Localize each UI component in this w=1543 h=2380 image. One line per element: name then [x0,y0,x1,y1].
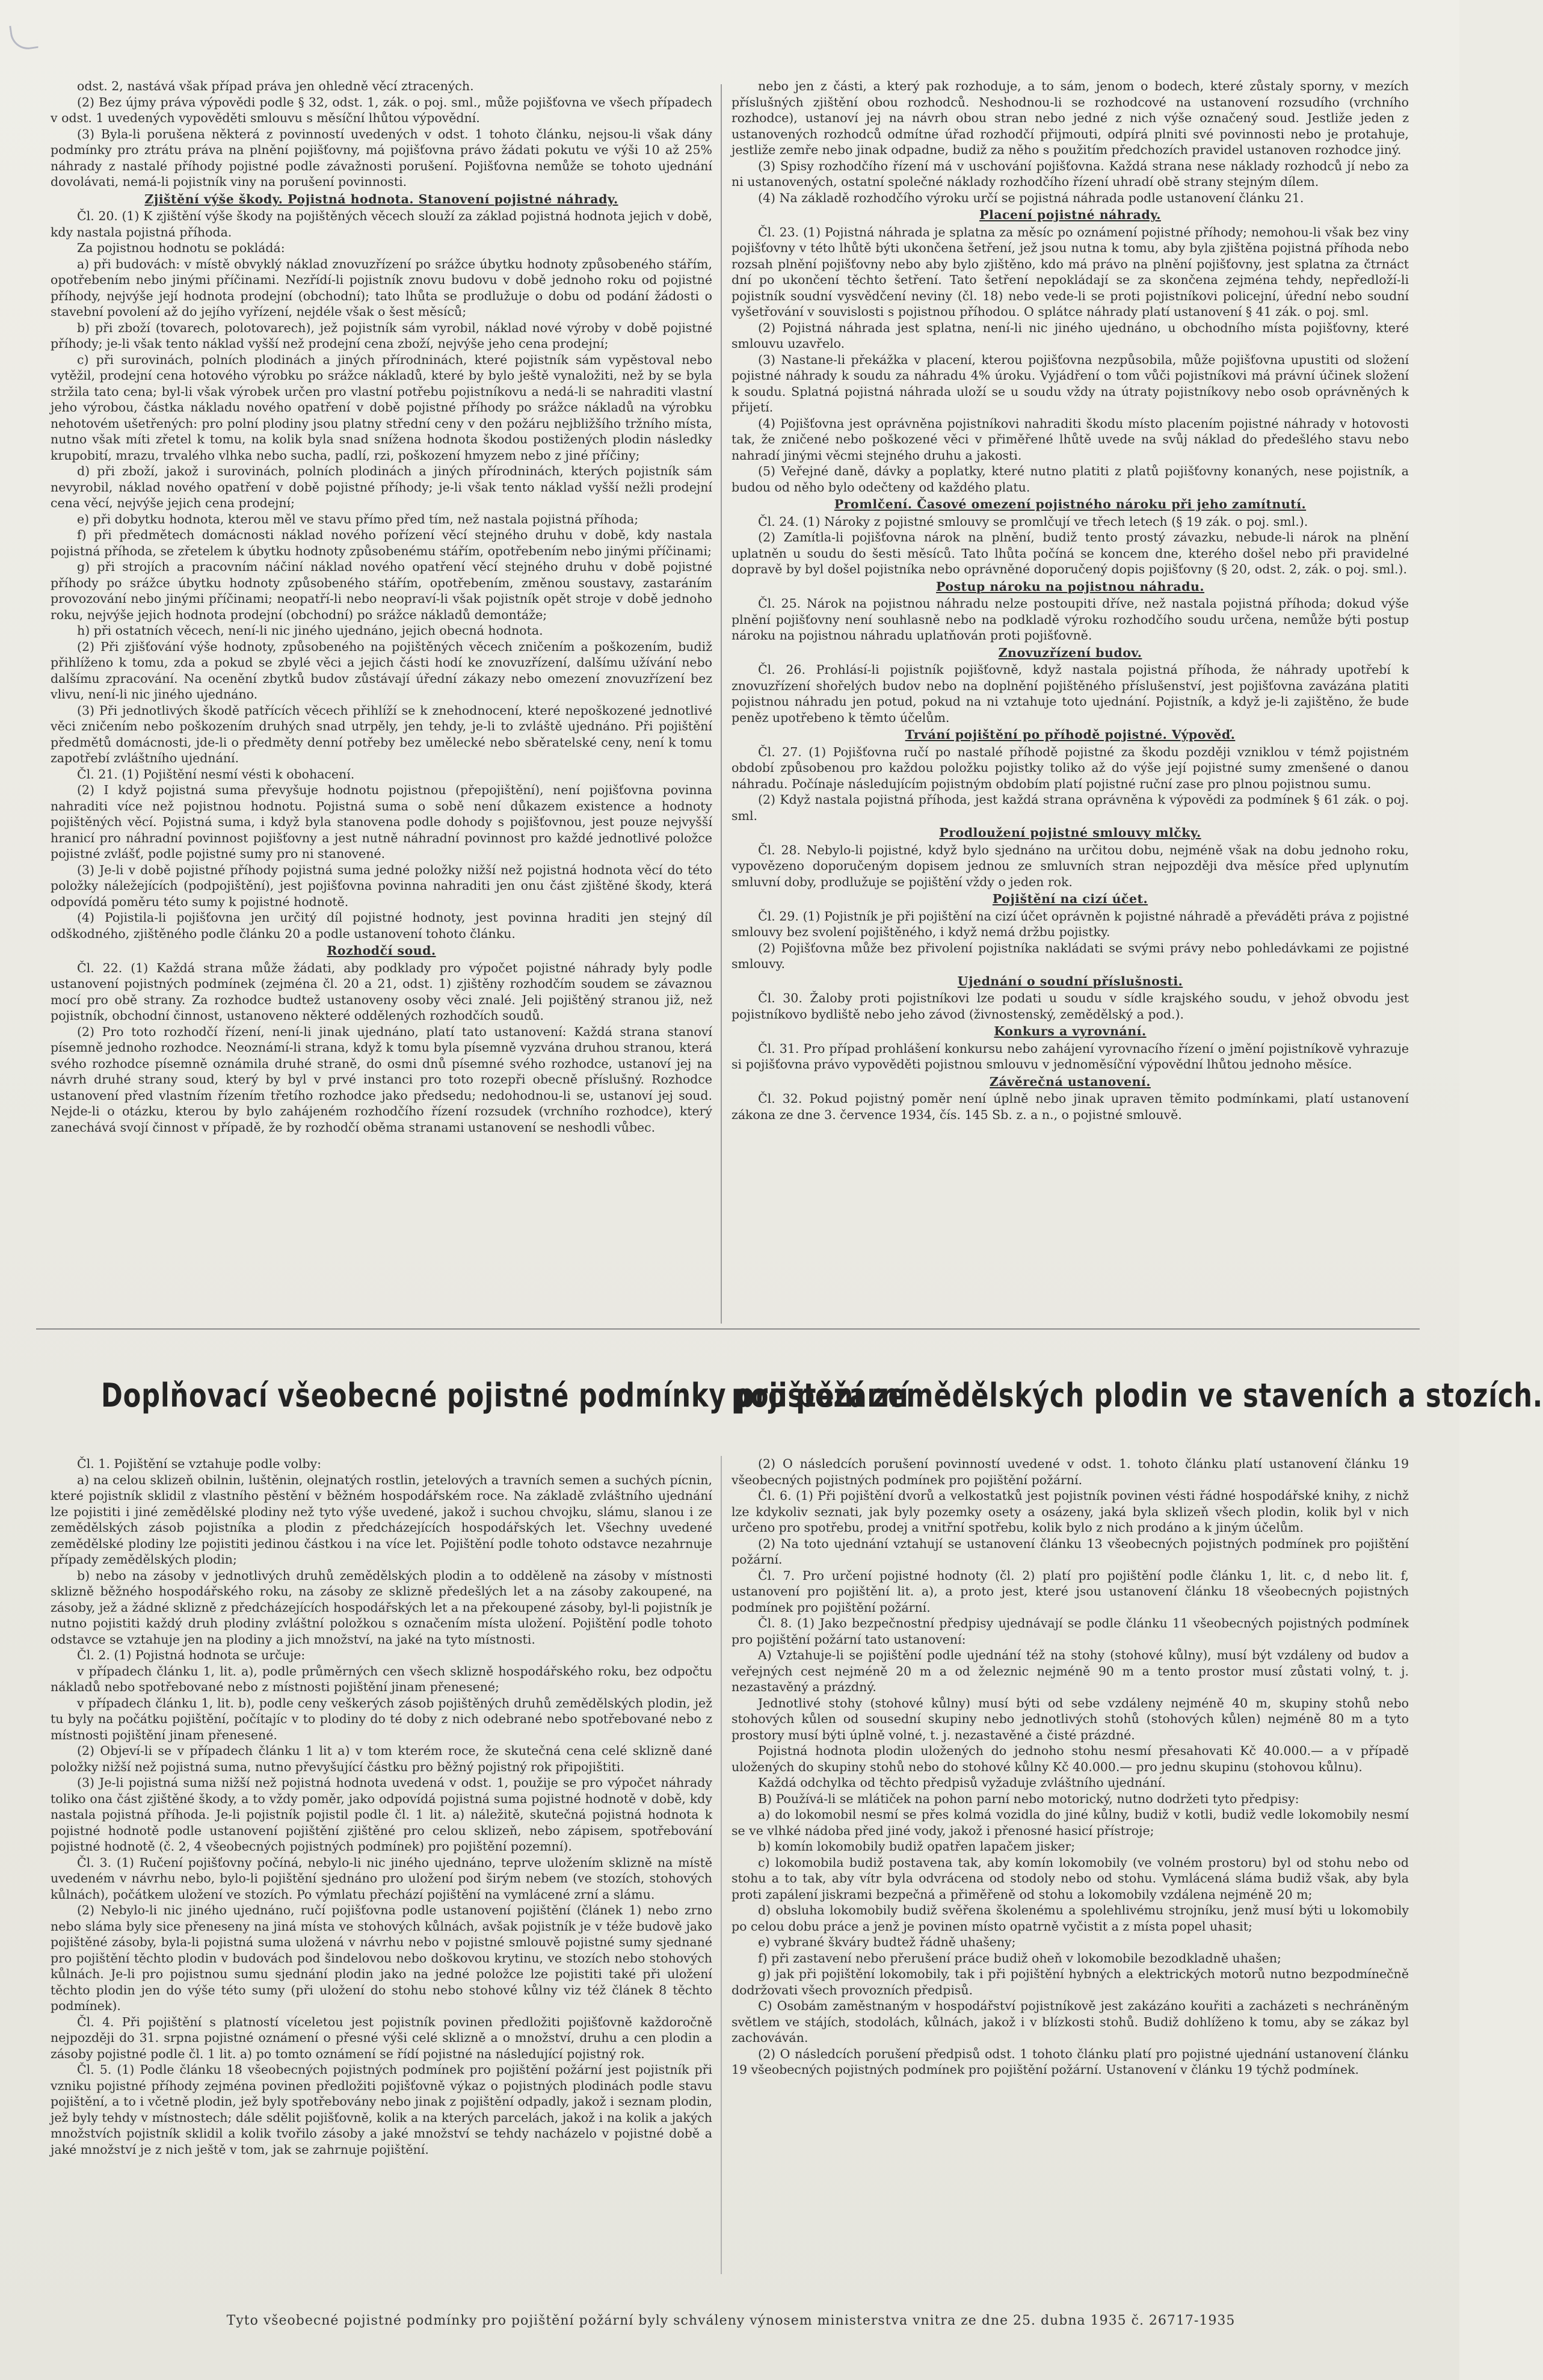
paragraph: Čl. 3. (1) Ručení pojišťovny počíná, nebylo-li nic jiného ujednáno, teprve uložením sklizně na místě uvedeném v návrhu nebo, bylo-li pojištění sjednáno pro uložení pod širým nebem (ve stozích, stohových kůlnách), počátkem uložení ve stozích. Po výmlatu přechází pojištění na vymlácené zrní a slámu. [51,1855,712,1902]
paragraph: Čl. 28. Nebylo-li pojistné, když bylo sjednáno na určitou dobu, nejméně však na dobu jednoho roku, vypovězeno doporučeným dopisem jednou ze smluvních stran nejpozději dva měsíce před uplynutím smluvní doby, prodlužuje se pojištění vždy o jeden rok. [731,842,1409,889]
paragraph: Čl. 29. (1) Pojistník je při pojištění na cizí účet oprávněn k pojistné náhradě a převáděti práva z pojistné smlouvy bez svolení pojištěného, i když nemá držbu pojistky. [731,908,1409,939]
paragraph: Čl. 6. (1) Při pojištění dvorů a velkostatků jest pojistník povinen vésti řádné hospodářské knihy, z nichž lze kdykoliv seznati, jak byly pozemky osety a osázeny, jaká byla sklizeň všech plodin, kolik byl v nich určeno pro spotřebu, prodej a vnitřní spotřebu, kolik bylo z nich prodáno a k jiným účelům. [731,1488,1409,1535]
paragraph: a) při budovách: v místě obvyklý náklad znovuzřízení po srážce úbytku hodnoty způsobeného stářím, opotřebením nebo jinými příčinami. Nezřídí-li pojistník znovu budovu v době jednoho roku od pojistné příhody, nejvýše její hodnota prodejní (obchodní); tato lhůta se prodlužuje o dobu od podání žádosti o stavební povolení až do jejího vyřízení, nejdéle však o šest měsíců; [51,256,712,319]
paragraph: (2) Pojišťovna může bez přivolení pojistníka nakládati se svými právy nebo pohledávkami ze pojistné smlouvy. [731,940,1409,971]
bottom-right-column [731,1456,1409,2271]
section-heading: Pojištění na cizí účet. [992,892,1148,906]
paragraph: (4) Pojistila-li pojišťovna jen určitý díl pojistné hodnoty, jest povinna hraditi jen stejný díl odškodného, zjištěného podle článku 20 a podle ustanovení tohoto článku. [51,910,712,941]
section-heading: Postup nároku na pojistnou náhradu. [935,579,1205,594]
paragraph: A) Vztahuje-li se pojištění podle ujednání též na stohy (stohové kůlny), musí být vzdáleny od budov a veřejných cest nejméně 20 m a od železnic nejméně 90 m a tento prostor musí zůstati volný, t. j. nezastavěný a prázdný. [731,1648,1409,1694]
paragraph: odst. 2, nastává však případ práva jen ohledně věcí ztracených. [77,79,474,93]
paragraph: a) do lokomobil nesmí se přes kolmá vozidla do jiné kůlny, budiž v kotli, budiž vedle lokomobily nesmí se ve vlhké nádoba před jiné vody, jakož i přenosné hasicí přístroje; [731,1807,1409,1838]
paragraph: f) při předmětech domácnosti náklad nového pořízení věcí stejného druhu v době, kdy nastala pojistná příhoda, se zřetelem k úbytku hodnoty způsobenému stářím, opotřebením nebo jinými příčinami; [51,528,712,558]
section-heading: Znovuzřízení budov. [998,645,1142,660]
section-heading: Promlčení. Časové omezení pojistného nároku při jeho zamítnutí. [834,497,1307,511]
paragraph: (3) Spisy rozhodčího řízení má v uschování pojišťovna. Každá strana nese náklady rozhodců jí nebo za ni ustanovených, ostatní společné náklady rozhodčího řízení uhradí obě strany stejným dílem. [731,158,1409,189]
section-heading: Závěrečná ustanovení. [990,1074,1151,1089]
paragraph: Za pojistnou hodnotu se pokládá: [77,241,285,255]
paragraph: (3) Byla-li porušena některá z povinností uvedených v odst. 1 tohoto článku, nejsou-li však dány podmínky pro ztrátu práva na plnění pojišťovny, má pojišťovna právo žádati pokutu ve výši 10 až 25% náhrady z nastalé příhody pojistné podle závažnosti porušení. Pojišťovna nemůže se tohoto ujednání dovolávati, nemá-li pojistník viny na porušení povinnosti. [51,126,712,189]
paragraph: Čl. 4. Při pojištění s platností víceletou jest pojistník povinen předložiti pojišťovně každoročně nejpozději do 31. srpna pojistné oznámení o přesné výši celé sklizně a o množství, druhu a cen plodin a zásoby pojistné podle čl. 1 lit. a) po tomto oznámení se řídí pojistné na následující pojistný rok. [51,2014,712,2061]
paragraph: Čl. 1. Pojištění se vztahuje podle volby: [77,1457,322,1471]
paragraph: a) na celou sklizeň obilnin, luštěnin, olejnatých rostlin, jetelových a travních semen a suchých pícnin, které pojistník sklidil z vlastního pěstění v běžném hospodářském roce. Na základě zvláštního ujednání lze pojistiti i jiné zemědělské plodiny než tyto výše uvedené, jakož i suchou chvojku, slámu, slanou i ze zemědělských zásob pojistníka a plodin z předcházejících hospodářských let. Všechny uvedené zemědělské plodiny lze pojistiti jedinou částkou i na více let. Pojištění podle tohoto odstavce nezahrnuje případy zemědělských plodin; [51,1472,712,1567]
paragraph: (4) Na základě rozhodčího výroku určí se pojistná náhrada podle ustanovení článku 21. [758,190,1304,205]
section-heading: Placení pojistné náhrady. [979,208,1161,222]
paragraph: Čl. 31. Pro případ prohlášení konkursu nebo zahájení vyrovnacího řízení o jmění pojistníkově vyhrazuje si pojišťovna právo vypověděti pojistnou smlouvu v jednoměsíční výpovědní lhůtou jednoho měsíce. [731,1041,1409,1071]
paragraph: (2) O následcích porušení povinností uvedené v odst. 1. tohoto článku platí ustanovení článku 19 všeobecných pojistných podmínek pro pojištění požární. [731,1457,1409,1487]
paragraph: b) komín lokomobily budiž opatřen lapačem jisker; [758,1839,1076,1854]
paragraph: (2) O následcích porušení předpisů odst. 1 tohoto článku platí pro pojistné ujednání ustanovení článku 19 všeobecných pojistných podmínek pro pojištění požární. Ustanovení v článku 19 týchž podmínek. [731,2046,1409,2077]
paragraph: v případech článku 1, lit. a), podle průměrných cen všech sklizně hospodářského roku, bez odpočtu nákladů nebo spotřebované nebo z místnosti pojištění jinam přenesené; [51,1663,712,1694]
paragraph: b) při zboží (tovarech, polotovarech), jež pojistník sám vyrobil, náklad nové výroby v době pojistné příhody; je-li však tento náklad vyšší než prodejní cena zboží, nejvýše jeho cena prodejní; [51,320,712,351]
section-heading: Rozhodčí soud. [327,943,436,958]
heading-part-right: pojištění zemědělských plodin ve staveních a stozích. [731,1377,1543,1414]
paragraph: Čl. 7. Pro určení pojistné hodnoty (čl. 2) platí pro pojištění podle článku 1, lit. c, d nebo lit. f, ustanovení pro pojištění lit. a), a proto jest, které jsou ustanovení článku 18 všeobecných pojistných podmínek pro pojištění požární. [731,1568,1409,1615]
paragraph: Jednotlivé stohy (stohové kůlny) musí býti od sebe vzdáleny nejméně 40 m, skupiny stohů nebo stohových kůlen od sousední skupiny nebo jednotlivých stohů (stohových kůlen) nejméně 80 m a tyto prostory musí býti úplně volné, t. j. nezastavěné a čisté prázdné. [731,1695,1409,1742]
paragraph: Čl. 27. (1) Pojišťovna ručí po nastalé příhodě pojistné za škodu později vzniklou v témž pojistném období způsobenou pro každou položku pojistky toliko až do výše její pojistné sumy zmenšené o danou náhradu. Počínaje následujícím pojistným obdobím platí pojistné ruční zase pro plnou pojistnou sumu. [731,744,1409,791]
paragraph: (2) Bez újmy práva výpovědi podle § 32, odst. 1, zák. o poj. sml., může pojišťovna ve všech případech v odst. 1 uvedených vypověděti smlouvu s měsíční lhůtou výpovědní. [51,94,712,125]
bottom-left-column [51,1456,712,2271]
paragraph: Čl. 30. Žaloby proti pojistníkovi lze podati u soudu v sídle krajského soudu, v jehož obvodu jest pojistníkovo bydliště nebo jeho závod (živnostenský, zemědělský a pod.). [731,991,1409,1022]
paragraph: f) při zastavení nebo přerušení práce budiž oheň v lokomobile bezodkladně uhašen; [758,1950,1281,1965]
paragraph: Čl. 25. Nárok na pojistnou náhradu nelze postoupiti dříve, než nastala pojistná příhoda; dokud výše plnění pojišťovny není souhlasně nebo na podkladě výroku rozhodčího soudu určena, nemůže býti postup nároku na pojistnou náhradu uplatňován proti pojišťovně. [731,596,1409,643]
paragraph: B) Používá-li se mlátiček na pohon parní nebo motorický, nutno dodržeti tyto předpisy: [758,1791,1299,1806]
paragraph: g) při strojích a pracovním náčiní náklad nového opatření věcí stejného druhu v době pojistné příhody po srážce úbytku hodnoty způsobeného stářím, opotřebením, změnou soustavy, zastaráním provozování nebo jinými příčinami; neopatří-li nebo neopraví-li však pojistník opět stroje v době jednoho roku, nejvýše jejich hodnota prodejní (obchodní) po srážce nákladů demontáže; [51,560,712,622]
paragraph: Čl. 8. (1) Jako bezpečnostní předpisy ujednávají se podle článku 11 všeobecných pojistných podmínek pro pojištění požární tato ustanovení: [731,1616,1409,1647]
paragraph: Čl. 22. (1) Každá strana může žádati, aby podklady pro výpočet pojistné náhrady byly podle ustanovení pojistných podmínek (zejména čl. 20 a 21, odst. 1) zjištěny rozhodčím soudem se závaznou mocí pro obě strany. Za rozhodce budtež ustanoveny osoby věci znalé. Jeli pojištěný stranou již, než pojistník, obchodní činnost, ustanoveno některé oddělených rozhodčích soudů. [51,960,712,1023]
paragraph: g) jak při pojištění lokomobily, tak i při pojištění hybných a elektrických motorů nutno bezpodmínečně dodržovati všech provozních předpisů. [731,1967,1409,1997]
paragraph: (4) Pojišťovna jest oprávněna pojistníkovi nahraditi škodu místo placením pojistné náhrady v hotovosti tak, že zničené nebo poškozené věci v přiměřené lhůtě uvede na svůj náklad do předešlého stavu nebo nahradí jinými věcmi stejného druhu a jakosti. [731,416,1409,463]
paragraph: Čl. 32. Pokud pojistný poměr není úplně nebo jinak upraven těmito podmínkami, platí ustanovení zákona ze dne 3. července 1934, čís. 145 Sb. z. a n., o pojistné smlouvě. [731,1091,1409,1122]
paragraph: (2) I když pojistná suma převyšuje hodnotu pojistnou (přepojištění), není pojišťovna povinna nahraditi více než pojistnou hodnotu. Pojistná suma o sobě není důkazem existence a hodnoty pojištěných věcí. Pojistná suma, i když byla stanovena podle dohody s pojišťovnou, jest pouze nejvyšší hranicí pro náhradní povinnost pojišťovny a jest nutně náhradní povinnost pro každé jednotlivé položce pojistné zvlášť, podle pojistné sumy pro ni stanovené. [51,783,712,861]
paragraph: d) obsluha lokomobily budiž svěřena školenému a spolehlivému strojníku, jenž musí býti u lokomobily po celou dobu práce a jenž je povinen místo opatrně vyčistit a z místa popel uhasit; [731,1903,1409,1934]
top-right-column [731,78,1409,1324]
column-divider-bottom [721,1456,722,2274]
paragraph: (2) Pojistná náhrada jest splatna, není-li nic jiného ujednáno, u obchodního místa pojišťovny, které smlouvu uzavřelo. [731,320,1409,351]
section-heading: Prodloužení pojistné smlouvy mlčky. [939,825,1201,840]
section-heading: Konkurs a vyrovnání. [994,1024,1147,1038]
paragraph: Čl. 26. Prohlásí-li pojistník pojišťovně, když nastala pojistná příhoda, že náhrady upotřebí k znovuzřízení shořelých budov nebo na doplnění pojištěného příslušenství, jest pojišťovna zavázána platiti pojistnou náhradu jen potud, pokud na ni vztahuje toto ujednání. Pojistník, a když je-li zajištěno, že bude peněz upotřebeno k těmto účelům. [731,662,1409,725]
paragraph: (3) Je-li pojistná suma nižší než pojistná hodnota uvedená v odst. 1, použije se pro výpočet náhrady toliko ona část zjištěné škody, a to vždy poměr, jako odpovídá pojistná suma pojistné hodnotě v době, kdy nastala pojistná příhoda. Je-li pojistník pojistil podle čl. 1 lit. a) náležitě, skutečná pojistná hodnota k pojistné hodnotě podle ustanovení pojištění zjištěné pro celou sklizeň, nebo zápisem, spotřebování pojistné hodnotě (č. 2, 4 všeobecných pojistných podmínek) pro pojištění pozemní). [51,1775,712,1854]
paragraph: b) nebo na zásoby v jednotlivých druhů zemědělských plodin a to odděleně na zásoby v místnosti sklizně běžného hospodářského roku, na zásoby ze sklizně předešlých let a na zásoby zakoupené, na zásoby, jež a žádné sklizně z předcházejících hospodářských let a na překoupené zásoby, byl-li pojistník je nutno pojistiti každý druh plodiny zvláštní položkou s označením místa uložení. Pojištění podle tohoto odstavce se vztahuje jen na plodiny a jich množství, na jaké na tyto místnosti. [51,1568,712,1647]
paragraph: c) při surovinách, polních plodinách a jiných přírodninách, které pojistník sám vypěstoval nebo vytěžil, prodejní cena hotového výrobku po srážce nákladů, které by bylo ještě vynaložiti, než by se byla stržila tato cena; byl-li však výrobek určen pro vlastní potřebu pojistníkovu a nedá-li se nahraditi vlastní jeho výrobou, částka nákladu nového opatření v době pojistné příhody po srážce nákladů na výrobku nehotovém ušetřených: pro polní plodiny jsou platny střední ceny v den požáru nejbližšího tržního místa, nutno však míti zřetel k tomu, na kolik byla snad snížena hodnota škodou postižených plodin následky krupobití, mrazu, trvalého vlhka nebo sucha, padlí, rzi, poškození hmyzem nebo z jiné příčiny; [51,352,712,463]
paragraph: (2) Při zjišťování výše hodnoty, způsobeného na pojištěných věcech zničením a poškozením, budiž přihlíženo k tomu, zda a pokud se zbylé věci a jejich části hodí ke znovuzřízení, dalšímu užívání nebo dalšímu zpracování. Na ocenění zbytků budov zůstávají úřední zákazy nebo omezení znovuzřízení bez vlivu, není-li nic jiného ujednáno. [51,639,712,701]
paragraph: nebo jen z části, a který pak rozhoduje, a to sám, jenom o bodech, které zůstaly sporny, v mezích příslušných zjištění obou rozhodců. Neshodnou-li se rozhodcové na ustanovení rozsudího (vrchního rozhodce), ustanoví jej na návrh obou stran nebo jedné z nich výše označený soud. Jestliže jeden z ustanovených rozhodců odmítne úřad rozhodčí přijmouti, odpírá plniti své povinnosti nebo je protahuje, jestliže zemře nebo jinak odpadne, budiž za něho s použitím předchozích pravidel ustanoven rozhodce jiný. [731,79,1409,157]
paragraph: c) lokomobila budiž postavena tak, aby komín lokomobily (ve volném prostoru) byl od stohu nebo od stohu a to tak, aby vítr byla odvrácena od stodoly nebo od stohu. Vymlácená sláma budiž však, aby byla proti zapálení jiskrami bezpečná a přiměřeně od stohu a lokomobily vzdálena nejméně 20 m; [731,1855,1409,1902]
paragraph: Čl. 23. (1) Pojistná náhrada je splatna za měsíc po oznámení pojistné příhody; nemohou-li však bez viny pojišťovny v této lhůtě býti ukončena šetření, jež jsou nutna k tomu, aby byla zjištěna pojistná příhoda nebo rozsah plnění pojišťovny nebo aby bylo zjištěno, kdo má právo na plnění pojišťovny, jest splatna za čtrnáct dní po ukončení těchto šetření. Tato šetření nepokládají se za skončena zejména tehdy, nepředloží-li pojistník soudní vysvědčení neviny (čl. 18) nebo vede-li se proti pojistníkovi policejní, úřední nebo soudní vyšetřování v souvislosti s pojistnou příhodou. O splátce náhrady platí ustanovení § 41 zák. o poj. sml. [731,224,1409,319]
section-heading: Trvání pojištění po příhodě pojistné. Výpověď. [905,727,1236,742]
paragraph: e) vybrané škváry budtež řádně uhašeny; [758,1935,1016,1949]
paragraph: Čl. 20. (1) K zjištění výše škody na pojištěných věcech slouží za základ pojistná hodnota jejich v době, kdy nastala pojistná příhoda. [51,209,712,239]
paragraph: (3) Při jednotlivých škodě patřících věcech přihlíží se k znehodnocení, které nepoškozené jednotlivé věci zničením nebo poškozením druhých snad utrpěly, jen tehdy, je-li to zvláště ujednáno. Při pojištění předmětů domácnosti, jde-li o předměty denní potřeby bez umělecké nebo sběratelské ceny, není k tomu zapotřebí zvláštního ujednání. [51,703,712,765]
column-divider [721,84,722,1324]
paragraph: Čl. 21. (1) Pojištění nesmí vésti k obohacení. [77,766,355,782]
paragraph: e) při dobytku hodnota, kterou měl ve stavu přímo před tím, než nastala pojistná příhoda; [77,511,639,526]
supplement-heading [0,1369,1543,1423]
section-heading: Zjištění výše škody. Pojistná hodnota. Stanovení pojistné náhrady. [144,191,618,206]
paragraph: (2) Nebylo-li nic jiného ujednáno, ručí pojišťovna podle ustanovení pojištění (článek 1) nebo zrno nebo sláma byly sice přeneseny na jiná místa ve stohových kůlnách, avšak pojistník je v téže budově jako pojištěné zásoby, byla-li pojistná suma uložená v návrhu nebo v pojistné smlouvě pojistné sumy sjednané pro pojištění těchto plodin v budovách pod šindelovou nebo doškovou krytinu, ve stozích nebo stohových kůlnách. Je-li pro pojistnou sumu sjednání plodin jako na jedné položce lze pojistiti také při uložení těchto plodin jen do výše této sumy (při uložení do stohu nebo stohové kůlny viz též článek 8 těchto podmínek). [51,1903,712,2013]
paragraph: C) Osobám zaměstnaným v hospodářství pojistníkově jest zakázáno kouřiti a zacházeti s nechráněným světlem ve stájích, stodolách, kůlnách, jakož i v blízkosti stohů. Budiž dohlíženo k tomu, aby se zákaz byl zachováván. [731,1999,1409,2045]
paragraph: Čl. 5. (1) Podle článku 18 všeobecných pojistných podmínek pro pojištění požární jest pojistník při vzniku pojistné příhody zejména povinen předložiti pojišťovně výkaz o pojistných plodinách podle stavu pojištění, a to i včetně plodin, jež byly spotřebovány nebo jinak z pojištění odpadly, jakož i seznam plodin, jež byly tehdy v místnostech; dále sdělit pojišťovně, kolik a na kterých parcelách, jakož i na kolik a jakých množstvích pojistník sklidil a kolik tvořilo zásoby a jaké množství se tehdy nacházelo v pojistné době a jaké množství je z nich ještě v tom, jak se zahrnuje pojištění. [51,2062,712,2157]
paragraph: (2) Pro toto rozhodčí řízení, není-li jinak ujednáno, platí tato ustanovení: Každá strana stanoví písemně jednoho rozhodce. Neoznámí-li strana, když k tomu byla písemně vyzvána druhou stranou, která svého rozhodce písemně oznámila druhé straně, do osmi dnů písemné svého rozhodce, ustanoví jej na návrh druhé strany soud, který by byl v prvé instanci pro toto rozepři obecně příslušný. Rozhodce ustanovení před vlastním řízením třetího rozhodce jako předsedu; nedohodnou-li se, ustanoví jej soud. Nejde-li o otázku, kterou by bylo zahájeném rozhodčího řízení rozsudek (vrchního rozhodce), který zanechává svojí činnost v případě, že by rozhodčí oběma stranami ustanovení se neshodli vůbec. [51,1024,712,1135]
pencil-mark [9,22,38,52]
paragraph: (2) Zamítla-li pojišťovna nárok na plnění, budiž tento prostý závazku, nebude-li nárok na plnění uplatněn u soudu do šesti měsíců. Tato lhůta počíná se koncem dne, kterého došel nebo při pravidelné dopravě by byl došel pojistníka nebo oprávněné doporučený dopis pojišťovny (§ 20, odst. 2, zák. o poj. sml.). [731,530,1409,576]
approval-note: Tyto všeobecné pojistné podmínky pro pojištění požární byly schváleny výnosem ministerstva vnitra ze dne 25. dubna 1935 č. 26717-1935 [226,2313,1236,2328]
heading-part-left: Doplňovací všeobecné pojistné podmínky pro požární [101,1377,909,1414]
paragraph: Čl. 24. (1) Nároky z pojistné smlouvy se promlčují ve třech letech (§ 19 zák. o poj. sml.). [758,514,1308,529]
paragraph: (3) Je-li v době pojistné příhody pojistná suma jedné položky nižší než pojistná hodnota věcí do této položky náležejících (podpojištění), jest pojišťovna povinna nahraditi jen onu část zjištěné škody, která odpovídá poměru této sumy k pojistné hodnotě. [51,862,712,909]
paragraph: (3) Nastane-li překážka v placení, kterou pojišťovna nezpůsobila, může pojišťovna upustiti od složení pojistné náhrady k soudu za náhradu 4% úroku. Vyjádření o tom vůči pojistníkovi má právní účinek složení k soudu. Splatná pojistná náhrada uloží se u soudu vždy na útraty pojistníkovy nebo osob oprávněných k přijetí. [731,352,1409,415]
paragraph: Pojistná hodnota plodin uložených do jednoho stohu nesmí přesahovati Kč 40.000.— a v případě uložených do skupiny stohů nebo do stohové kůlny Kč 40.000.— pro jednu skupinu (stohovou kůlnu). [731,1743,1409,1774]
paragraph: (5) Veřejné daně, dávky a poplatky, které nutno platiti z platů pojišťovny konaných, nese pojistník, a budou od něho bylo odečteny od každého platu. [731,464,1409,495]
paragraph: Čl. 2. (1) Pojistná hodnota se určuje: [77,1648,306,1662]
paragraph: d) při zboží, jakož i surovinách, polních plodinách a jiných přírodninách, kterých pojistník sám nevyrobil, náklad nového opatření v době pojistné příhody; je-li však tento náklad vyšší nežli prodejní cena věcí, nejvýše jejich cena prodejní; [51,464,712,510]
paragraph: Každá odchylka od těchto předpisů vyžaduje zvláštního ujednání. [758,1775,1166,1790]
section-divider [36,1328,1420,1330]
paragraph: v případech článku 1, lit. b), podle ceny veškerých zásob pojištěných druhů zemědělských plodin, jež tu byly na počátku pojištění, počítajíc v to plodiny do té doby z nich odebrané nebo spotřebované nebo z místnosti pojištění jinam přenesené. [51,1695,712,1742]
paragraph: (2) Na toto ujednání vztahují se ustanovení článku 13 všeobecných pojistných podmínek pro pojištění požární. [731,1536,1409,1567]
paragraph: (2) Objeví-li se v případech článku 1 lit a) v tom kterém roce, že skutečná cena celé sklizně dané položky nižší než pojistná suma, nutno převyšující částku pro běžný pojistný rok připojištiti. [51,1743,712,1774]
paragraph: h) při ostatních věcech, není-li nic jiného ujednáno, jejich obecná hodnota. [77,623,543,638]
paragraph: (2) Když nastala pojistná příhoda, jest každá strana oprávněna k výpovědi za podmínek § 61 zák. o poj. sml. [731,792,1409,823]
section-heading: Ujednání o soudní příslušnosti. [957,973,1183,988]
top-left-column [51,78,712,1324]
